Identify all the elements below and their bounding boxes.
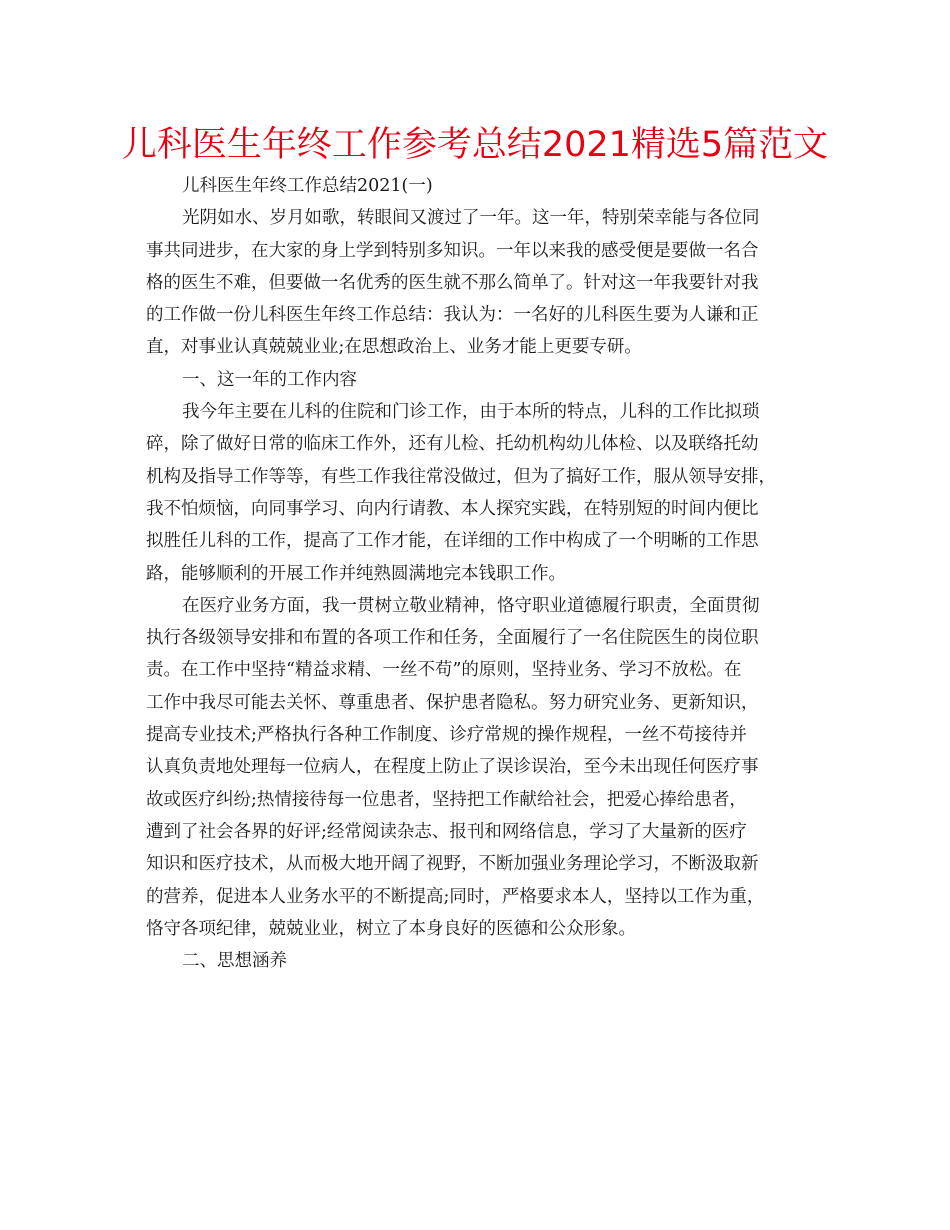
paragraph-line: 拟胜任儿科的工作，提高了工作才能，在详细的工作中构成了一个明晰的工作思 [146,531,759,552]
paragraph-line: 事共同进步，在大家的身上学到特别多知识。一年以来我的感受便是要做一名合 [146,240,759,261]
paragraph-line: 的工作做一份儿科医生年终工作总结：我认为：一名好的儿科医生要为人谦和正 [146,305,759,326]
paragraph-line: 故或医疗纠纷;热情接待每一位患者，坚持把工作献给社会，把爱心捧给患者， [146,789,747,810]
section-heading: 二、思想涵养 [182,951,287,972]
paragraph-line: 在医疗业务方面，我一贯树立敬业精神，恪守职业道德履行职责，全面贯彻 [182,595,760,616]
section-subtitle: 儿科医生年终工作总结2021(一) [182,176,433,196]
paragraph-line: 恪守各项纪律，兢兢业业，树立了本身良好的医德和公众形象。 [146,918,636,939]
paragraph-line: 执行各级领导安排和布置的各项工作和任务，全面履行了一名住院医生的岗位职 [146,628,759,649]
paragraph-line: 认真负责地处理每一位病人，在程度上防止了误诊误治，至今未出现任何医疗事 [146,757,759,778]
paragraph-line: 机构及指导工作等等，有些工作我往常没做过，但为了搞好工作，服从领导安排， [146,466,776,487]
paragraph-line: 知识和医疗技术，从而极大地开阔了视野，不断加强业务理论学习，不断汲取新 [146,854,759,875]
paragraph-line: 工作中我尽可能去关怀、尊重患者、保护患者隐私。努力研究业务、更新知识， [146,692,759,713]
document-body [146,170,810,977]
paragraph-line: 的营养，促进本人业务水平的不断提高;同时，严格要求本人，坚持以工作为重， [146,886,765,907]
paragraph-line: 碎，除了做好日常的临床工作外，还有儿检、托幼机构幼儿体检、以及联络托幼 [146,434,759,455]
document-title: 儿科医生年终工作参考总结2021精选5篇范文 [121,125,829,165]
paragraph-line: 责。在工作中坚持“精益求精、一丝不苟”的原则，坚持业务、学习不放松。在 [146,660,742,681]
section-heading: 一、这一年的工作内容 [182,369,357,390]
paragraph-line: 路，能够顺利的开展工作并纯熟圆满地完本钱职工作。 [146,563,566,584]
paragraph-line: 直，对事业认真兢兢业业;在思想政治上、业务才能上更要专研。 [146,337,642,358]
paragraph-line: 光阴如水、岁月如歌，转眼间又渡过了一年。这一年，特别荣幸能与各位同 [182,208,760,229]
paragraph-line: 格的医生不难，但要做一名优秀的医生就不那么简单了。针对这一年我要针对我 [146,272,759,293]
paragraph-line: 遭到了社会各界的好评;经常阅读杂志、报刊和网络信息，学习了大量新的医疗 [146,821,747,842]
paragraph-line: 提高专业技术;严格执行各种工作制度、诊疗常规的操作规程，一丝不苟接待并 [146,725,747,746]
paragraph-line: 我今年主要在儿科的住院和门诊工作，由于本所的特点，儿科的工作比拟琐 [182,402,760,423]
paragraph-line: 我不怕烦恼，向同事学习、向内行请教、本人探究实践，在特别短的时间内便比 [146,498,759,519]
